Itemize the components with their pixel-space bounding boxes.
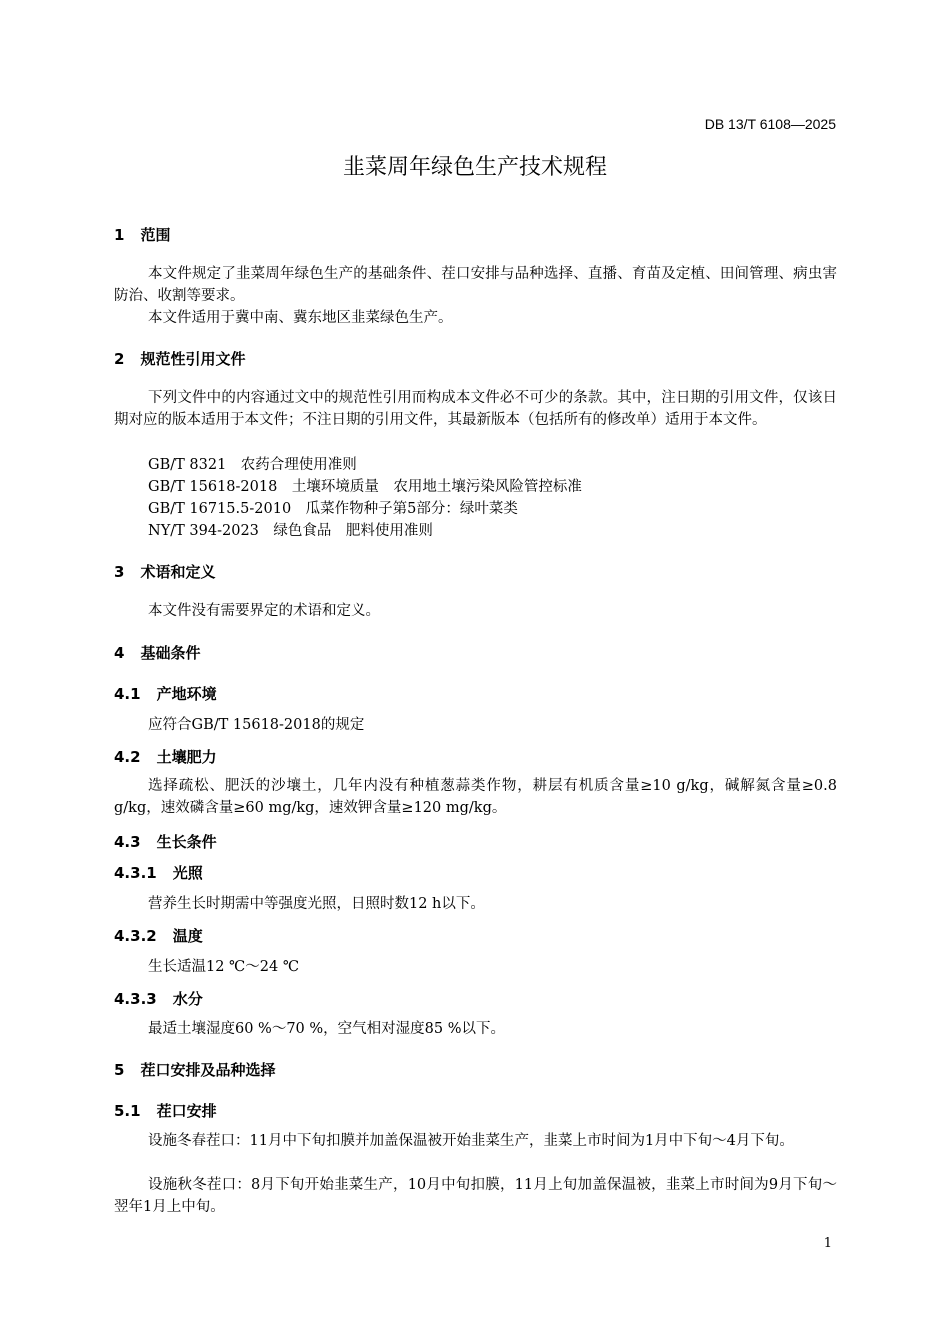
paragraph: 选择疏松、肥沃的沙壤土，几年内没有种植葱蒜类作物，耕层有机质含量≥10 g/kg，碱解氮含量≥0.8 g/kg，速效磷含量≥60 mg/kg，速效钾含量≥120 mg/kg。 (114, 778, 837, 816)
section-4-3-2-heading (114, 925, 203, 946)
paragraph: 生长适温12 ℃～24 ℃ (148, 959, 300, 975)
section-title: 基础条件 (140, 644, 201, 662)
section-number: 3 (114, 563, 125, 581)
paragraph: 设施秋冬茬口：8月下旬开始韭菜生产，10月中旬扣膜，11月上旬加盖保温被，韭菜上市时间为9月下旬～翌年1月上中旬。 (114, 1177, 837, 1215)
section-4-3-3-heading (114, 988, 203, 1009)
section-5-heading (114, 1059, 275, 1080)
section-number: 4.3.3 (114, 990, 157, 1008)
section-number: 5.1 (114, 1102, 141, 1120)
section-number: 5 (114, 1061, 125, 1079)
section-number: 4 (114, 644, 125, 662)
section-4-3-1-heading (114, 862, 203, 883)
section-title: 范围 (140, 226, 171, 244)
section-title: 光照 (172, 864, 203, 882)
section-title: 温度 (172, 927, 203, 945)
section-number: 4.3.1 (114, 864, 157, 882)
standard-number: DB 13/T 6108—2025 (704, 116, 836, 132)
section-number: 1 (114, 226, 125, 244)
reference-item: GB/T 8321 农药合理使用准则 (148, 457, 357, 473)
page-number: 1 (823, 1236, 832, 1251)
section-number: 2 (114, 350, 125, 368)
section-number: 4.2 (114, 748, 141, 766)
section-1-heading (114, 224, 170, 245)
paragraph: 营养生长时期需中等强度光照，日照时数12 h以下。 (148, 896, 485, 912)
paragraph: 应符合GB/T 15618-2018的规定 (148, 717, 365, 733)
section-4-3-heading (114, 831, 217, 852)
section-title: 水分 (172, 990, 203, 1008)
section-number: 4.3.2 (114, 927, 157, 945)
paragraph: 本文件规定了韭菜周年绿色生产的基础条件、茬口安排与品种选择、直播、育苗及定植、田间管理、病虫害防治、收割等要求。 (114, 266, 837, 304)
paragraph: 下列文件中的内容通过文中的规范性引用而构成本文件必不可少的条款。其中，注日期的引用文件，仅该日期对应的版本适用于本文件；不注日期的引用文件，其最新版本（包括所有的修改单）适用于本文件。 (114, 390, 837, 428)
section-number: 4.1 (114, 685, 141, 703)
section-3-heading (114, 561, 215, 582)
paragraph: 最适土壤湿度60 %～70 %，空气相对湿度85 %以下。 (148, 1021, 506, 1037)
section-4-2-heading (114, 746, 217, 767)
section-number: 4.3 (114, 833, 141, 851)
reference-item: GB/T 15618-2018 土壤环境质量 农用地土壤污染风险管控标准 (148, 479, 582, 495)
section-title: 茬口安排 (156, 1102, 217, 1120)
document-title: 韭菜周年绿色生产技术规程 (342, 155, 607, 180)
section-title: 茬口安排及品种选择 (140, 1061, 276, 1079)
section-title: 产地环境 (156, 685, 217, 703)
paragraph: 本文件适用于冀中南、冀东地区韭菜绿色生产。 (148, 310, 453, 326)
section-title: 术语和定义 (140, 563, 216, 581)
reference-item: NY/T 394-2023 绿色食品 肥料使用准则 (148, 523, 433, 539)
paragraph: 本文件没有需要界定的术语和定义。 (148, 603, 380, 619)
section-title: 生长条件 (156, 833, 217, 851)
paragraph: 设施冬春茬口：11月中下旬扣膜并加盖保温被开始韭菜生产，韭菜上市时间为1月中下旬～4月下旬。 (148, 1133, 794, 1149)
section-title: 土壤肥力 (156, 748, 217, 766)
section-5-1-heading (114, 1100, 217, 1121)
section-4-heading (114, 642, 200, 663)
section-2-heading (114, 348, 245, 369)
section-4-1-heading (114, 683, 217, 704)
reference-item: GB/T 16715.5-2010 瓜菜作物种子第5部分：绿叶菜类 (148, 501, 518, 517)
section-title: 规范性引用文件 (140, 350, 246, 368)
